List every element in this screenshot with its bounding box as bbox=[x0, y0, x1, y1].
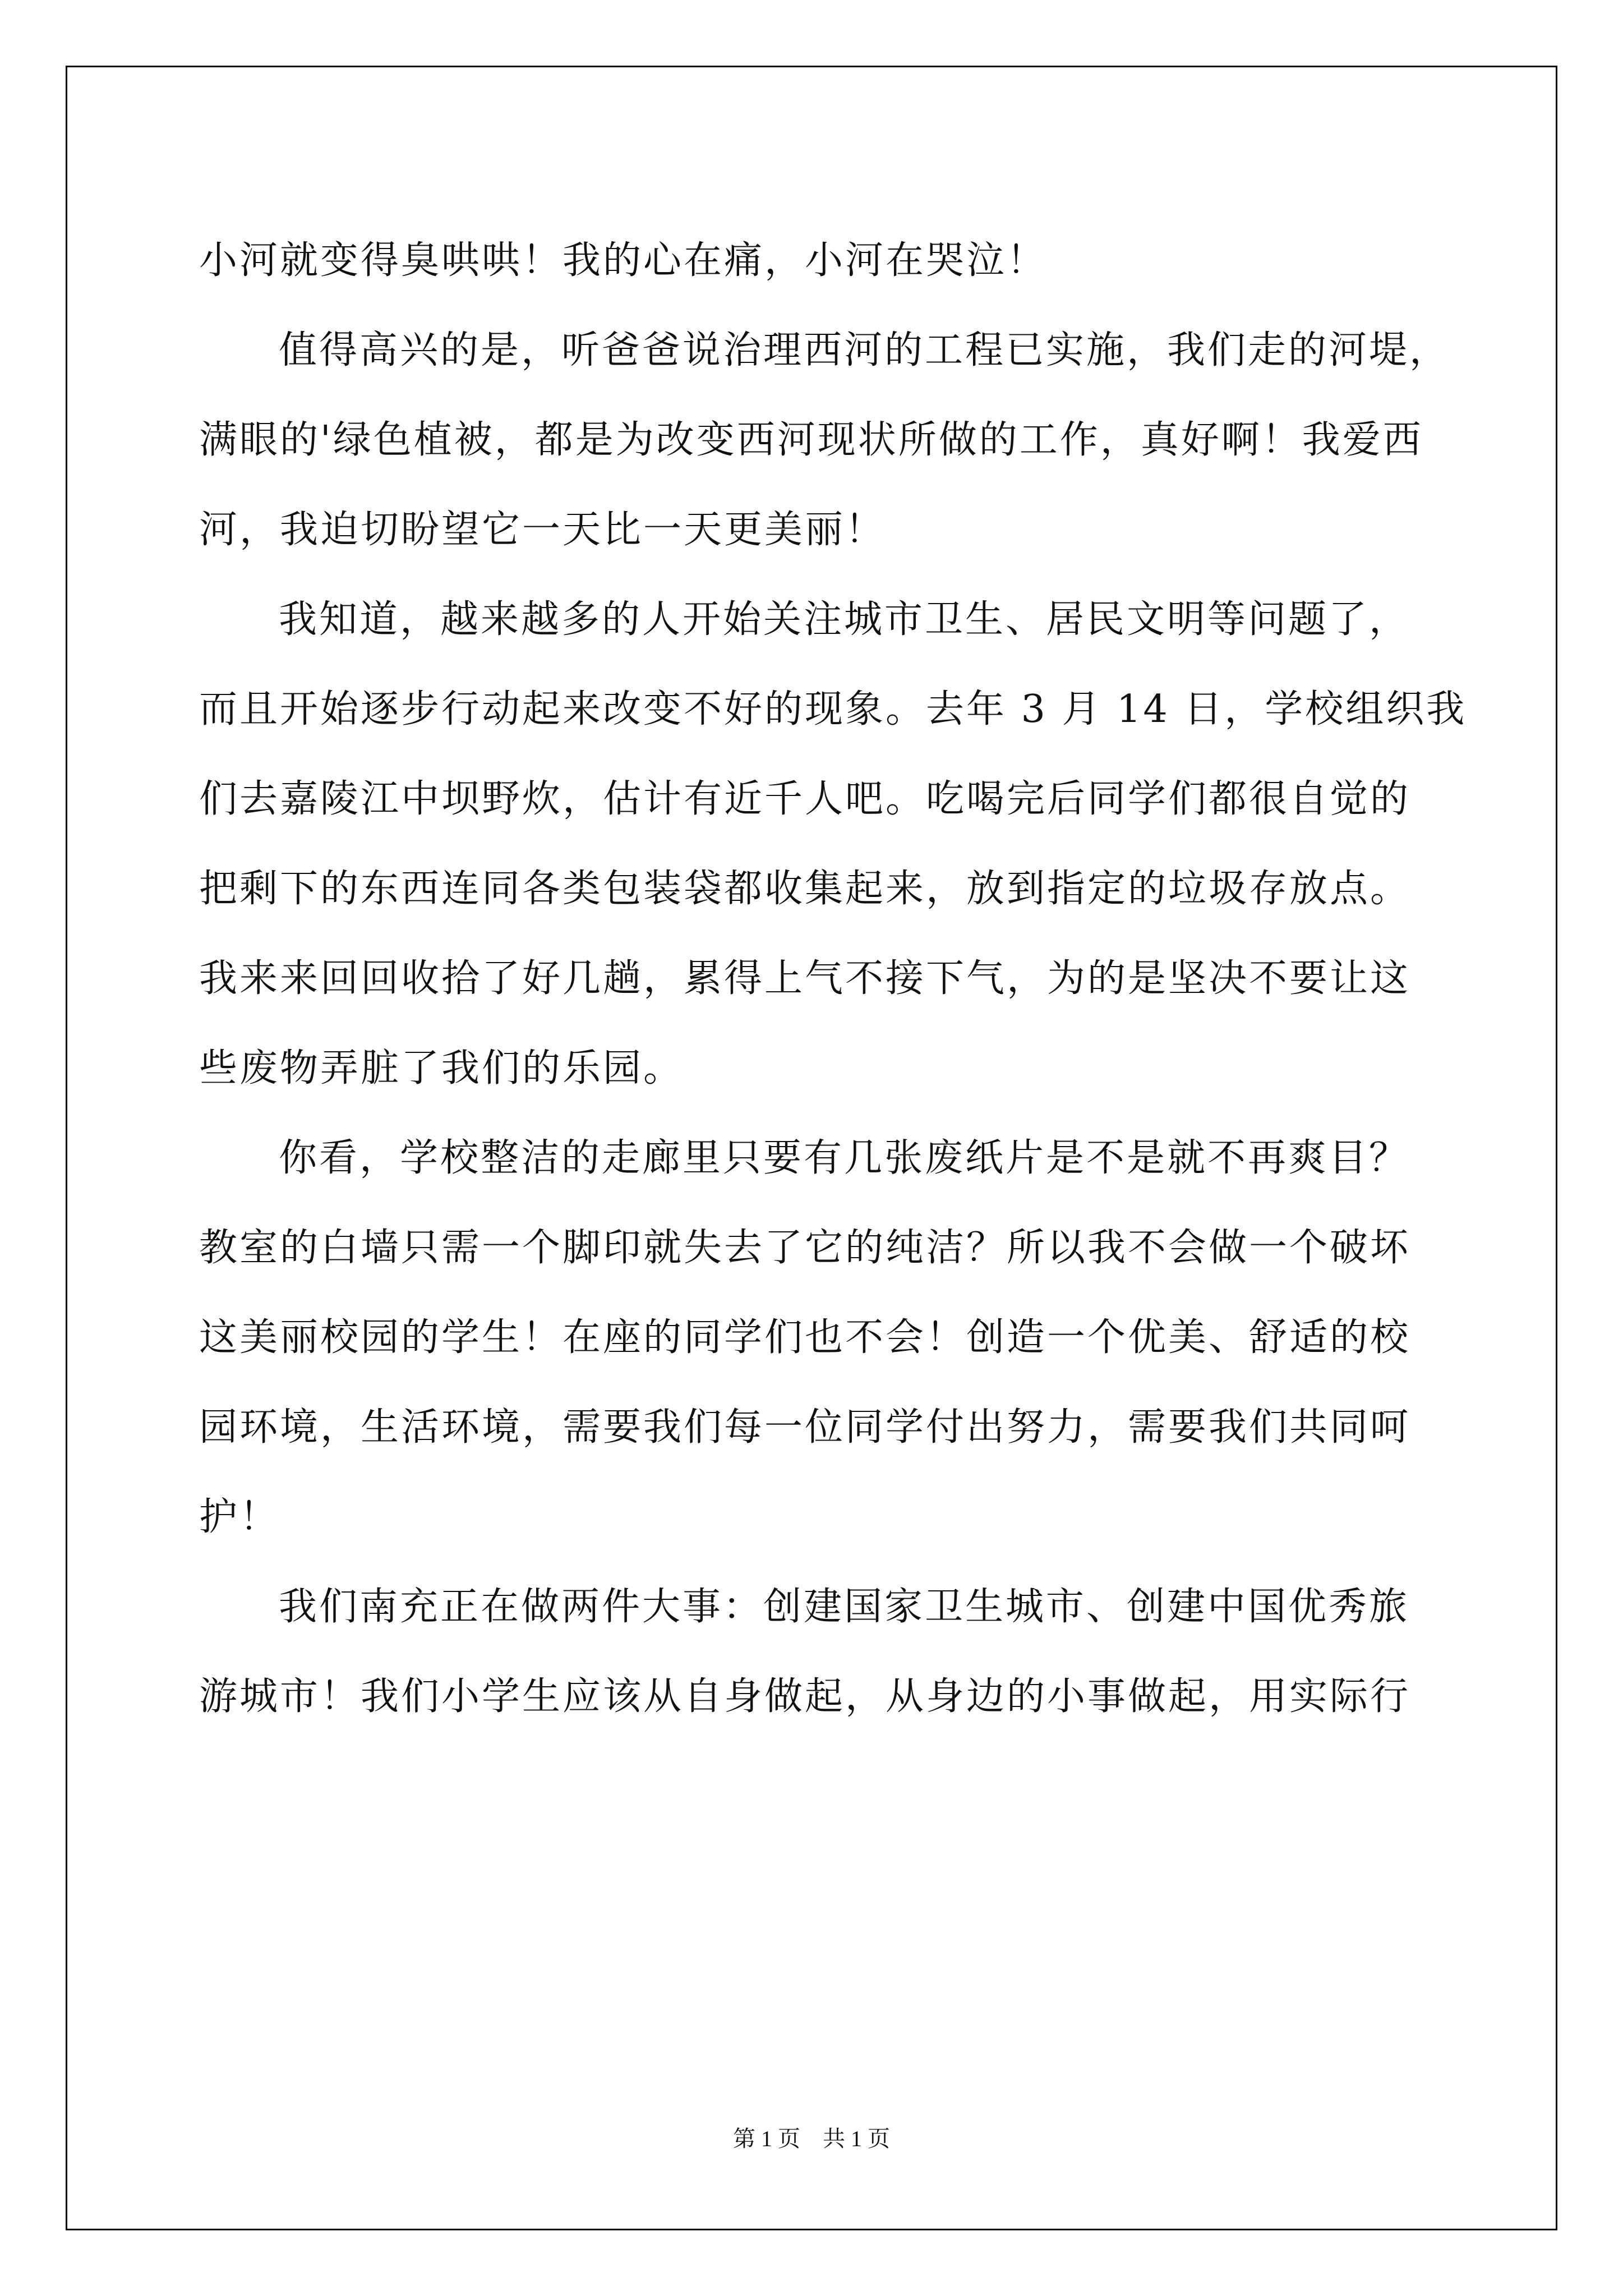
text-line: 园环境，生活环境，需要我们每一位同学付出努力，需要我们共同呵 bbox=[199, 1405, 1411, 1450]
text-line: 河，我迫切盼望它一天比一天更美丽！ bbox=[199, 508, 886, 552]
text-line: 你看，学校整洁的走廊里只要有几张废纸片是不是就不再爽目？ bbox=[279, 1136, 1410, 1180]
text-line: 我知道，越来越多的人开始关注城市卫生、居民文明等问题了， bbox=[279, 597, 1410, 642]
text-line: 游城市！我们小学生应该从自身做起，从身边的小事做起，用实际行 bbox=[199, 1674, 1411, 1719]
text-line: 些废物弄脏了我们的乐园。 bbox=[199, 1046, 684, 1091]
document-body bbox=[199, 216, 1467, 1742]
text-line: 我们南充正在做两件大事：创建国家卫生城市、创建中国优秀旅 bbox=[279, 1585, 1410, 1629]
text-line: 把剩下的东西连同各类包装袋都收集起来，放到指定的垃圾存放点。 bbox=[199, 867, 1411, 911]
text-line: 护！ bbox=[199, 1495, 280, 1539]
text-line: 们去嘉陵江中坝野炊，估计有近千人吧。吃喝完后同学们都很自觉的 bbox=[199, 777, 1411, 821]
text-line: 我来来回回收拾了好几趟，累得上气不接下气，为的是坚决不要让这 bbox=[199, 956, 1411, 1001]
text-line: 小河就变得臭哄哄！我的心在痛，小河在哭泣！ bbox=[199, 238, 1048, 283]
text-line: 满眼的'绿色植被，都是为改变西河现状所做的工作，真好啊！我爱西 bbox=[199, 418, 1423, 462]
text-line: 教室的白墙只需一个脚印就失去了它的纯洁？所以我不会做一个破坏 bbox=[199, 1226, 1411, 1270]
text-line: 而且开始逐步行动起来改变不好的现象。去年 3 月 14 日，学校组织我 bbox=[199, 687, 1467, 731]
text-line: 值得高兴的是，听爸爸说治理西河的工程已实施，我们走的河堤， bbox=[279, 328, 1450, 372]
page-number-footer: 第 1 页 共 1 页 bbox=[733, 2126, 890, 2151]
text-line: 这美丽校园的学生！在座的同学们也不会！创造一个优美、舒适的校 bbox=[199, 1315, 1411, 1360]
